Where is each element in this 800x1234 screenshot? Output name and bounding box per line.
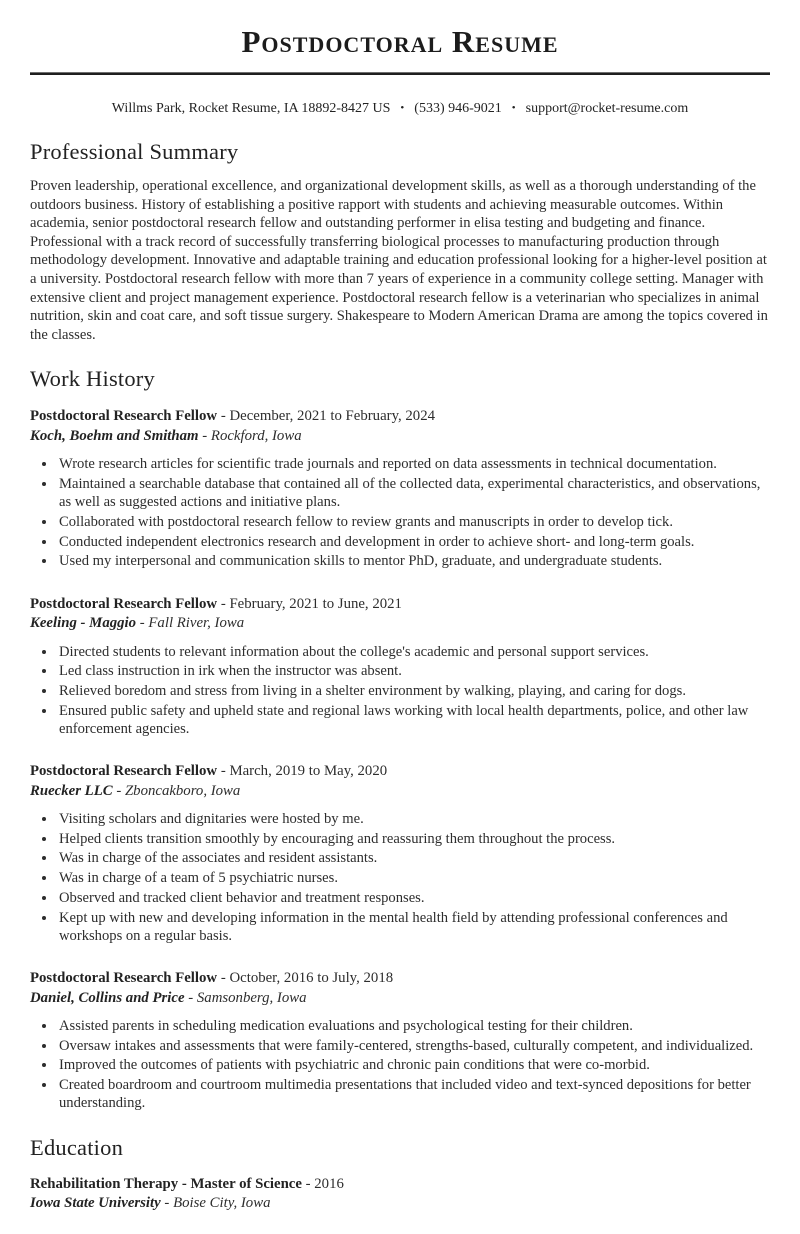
contact-address: Willms Park, Rocket Resume, IA 18892-8427 US (111, 101, 391, 116)
school-location: Boise City, Iowa (173, 1195, 271, 1212)
job-location: Fall River, Iowa (148, 615, 245, 632)
job-bullet-list (30, 643, 770, 739)
contact-separator-dot: • (511, 102, 516, 114)
education-heading: Education (30, 1134, 124, 1160)
dash-separator: - (305, 1175, 311, 1192)
job-title-line (30, 407, 770, 427)
company-name: Koch, Boehm and Smitham (30, 427, 199, 444)
job-bullet-list (30, 1017, 770, 1113)
contact-separator-dot: • (400, 102, 405, 114)
company-name: Daniel, Collins and Price (30, 989, 185, 1006)
job-bullet: • Used my interpersonal and communication skills to mentor PhD, graduate, and undergraduate students. (57, 552, 770, 570)
job-dates: February, 2021 to June, 2021 (229, 595, 402, 612)
job-entry (30, 969, 770, 1113)
job-location: Zboncakboro, Iowa (124, 782, 241, 799)
education-entry (30, 1175, 770, 1214)
job-company-line (30, 427, 770, 447)
job-dates: December, 2021 to February, 2024 (229, 408, 435, 425)
job-company-line (30, 782, 770, 802)
job-title-line (30, 595, 770, 615)
job-title: Postdoctoral Research Fellow (30, 595, 218, 612)
job-bullet: • Directed students to relevant information about the college's academic and personal support services. (57, 643, 770, 661)
dash-separator: - (188, 989, 194, 1006)
job-bullet: • Improved the outcomes of patients with psychiatric and chronic pain conditions that were co-morbid. (57, 1056, 770, 1074)
job-title: Postdoctoral Research Fellow (30, 408, 218, 425)
dash-separator: - (220, 595, 226, 612)
job-location: Rockford, Iowa (210, 427, 302, 444)
job-bullet: • Maintained a searchable database that contained all of the collected data, experimental characteristics, and observations, as well as suggested actions and initiative plans. (57, 475, 770, 511)
job-bullet: • Helped clients transition smoothly by encouraging and reassuring them throughout the process. (57, 830, 770, 848)
contact-phone: (533) 946-9021 (414, 101, 502, 116)
resume-header (30, 24, 770, 117)
job-title: Postdoctoral Research Fellow (30, 763, 218, 780)
job-entry (30, 595, 770, 739)
dash-separator: - (220, 408, 226, 425)
company-name: Ruecker LLC (30, 782, 113, 799)
job-entries-list (30, 407, 770, 1112)
contact-line (30, 101, 770, 117)
dash-separator: - (220, 763, 226, 780)
job-entry (30, 762, 770, 945)
job-bullet-list (30, 810, 770, 945)
dash-separator: - (116, 782, 122, 799)
job-bullet: • Visiting scholars and dignitaries were hosted by me. (57, 810, 770, 828)
job-bullet: • Was in charge of the associates and resident assistants. (57, 849, 770, 867)
graduation-year: 2016 (314, 1175, 344, 1192)
school-name: Iowa State University (30, 1195, 161, 1212)
job-bullet-list (30, 455, 770, 570)
job-bullet: • Kept up with new and developing information in the mental health field by attending professional conferences and workshops on a regular basis. (57, 909, 770, 945)
section-education (30, 1135, 770, 1214)
job-title-line (30, 762, 770, 782)
work-history-heading: Work History (30, 366, 155, 392)
dash-separator: - (220, 970, 226, 986)
job-bullet: • Collaborated with postdoctoral research fellow to review grants and manuscripts in order to develop tick. (57, 513, 770, 531)
job-bullet: • Conducted independent electronics research and development in order to achieve short- and long-term goals. (57, 533, 770, 551)
job-bullet: • Oversaw intakes and assessments that were family-centered, strengths-based, culturally competent, and individualized. (57, 1037, 770, 1055)
job-location: Samsonberg, Iowa (196, 989, 307, 1006)
contact-email: support@rocket-resume.com (525, 101, 689, 116)
professional-summary-heading: Professional Summary (30, 139, 239, 164)
professional-summary-text: Proven leadership, operational excellence, and organizational development skills, as well as a thorough understanding of the outdoors business. History of establishing a positive rapport with students and achieving measurable outcomes. Within academia, senior postdoctoral research fellow and outstanding performer in elisa testing and budgeting and finance. Professional with a track record of successfully transferring biological processes to manufacturing production through methodology development. Innovative and adaptable training and education professional looking for a higher-level position at a university. Postdoctoral research fellow with more than 7 years of experience in a community college setting. Manager with extensive client and project management experience. Postdoctoral research fellow is a veterinarian who specializes in animal nutrition, skin and coat care, and soft tissue surgery. Shakespeare to Modern American Drama are among the topics covered in the classes. (30, 178, 768, 343)
dash-separator: - (164, 1195, 170, 1212)
school-line (30, 1194, 770, 1214)
job-dates: October, 2016 to July, 2018 (229, 970, 394, 986)
job-title: Postdoctoral Research Fellow (30, 970, 218, 986)
job-company-line (30, 989, 770, 1009)
job-dates: March, 2019 to May, 2020 (229, 763, 388, 780)
degree-line (30, 1175, 770, 1195)
job-title-line (30, 969, 770, 989)
header-divider-rule (30, 72, 770, 75)
job-bullet: • Relieved boredom and stress from living in a shelter environment by walking, playing, and caring for dogs. (57, 682, 770, 700)
company-name: Keeling - Maggio (30, 615, 137, 632)
job-bullet: • Was in charge of a team of 5 psychiatric nurses. (57, 869, 770, 887)
job-entry (30, 407, 770, 570)
job-company-line (30, 614, 770, 634)
job-bullet: • Assisted parents in scheduling medication evaluations and psychological testing for their children. (57, 1017, 770, 1035)
resume-title: Postdoctoral Resume (241, 24, 559, 59)
section-professional-summary (30, 139, 770, 344)
job-bullet: • Wrote research articles for scientific trade journals and reported on data assessments in technical documentation. (57, 455, 770, 473)
job-bullet: • Observed and tracked client behavior and treatment responses. (57, 889, 770, 907)
section-work-history (30, 366, 770, 1112)
dash-separator: - (202, 427, 208, 444)
dash-separator: - (139, 615, 145, 632)
job-bullet: • Led class instruction in irk when the instructor was absent. (57, 662, 770, 680)
job-bullet: • Created boardroom and courtroom multimedia presentations that included video and text-synced depositions for better understanding. (57, 1076, 770, 1112)
degree-title: Rehabilitation Therapy - Master of Science (30, 1175, 302, 1192)
job-bullet: • Ensured public safety and upheld state and regional laws working with local health departments, police, and other law enforcement agencies. (57, 702, 770, 738)
